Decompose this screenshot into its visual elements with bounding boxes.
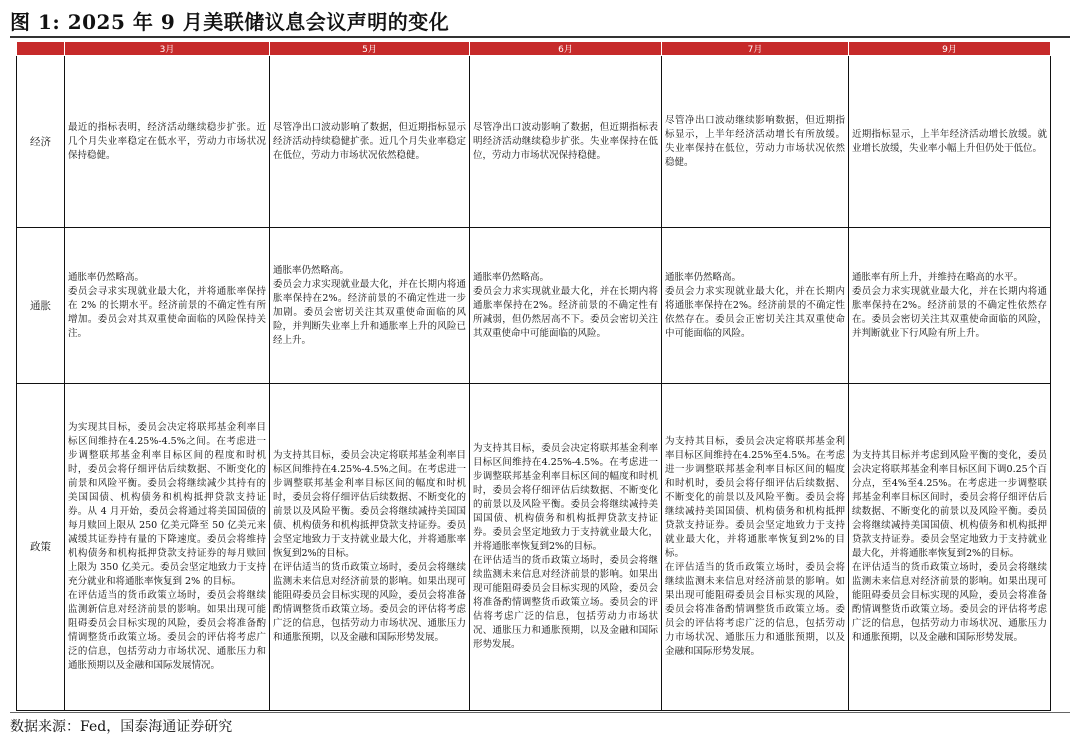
row-economy <box>17 56 1051 228</box>
cell-economy-march: 最近的指标表明，经济活动继续稳步扩张。近几个月失业率稳定在低水平，劳动力市场状况保持稳健。 <box>65 56 270 228</box>
header-june: 6月 <box>470 42 662 56</box>
header-row <box>17 42 1051 56</box>
row-label-policy: 政策 <box>17 384 65 711</box>
row-label-inflation: 通胀 <box>17 228 65 384</box>
header-september: 9月 <box>849 42 1051 56</box>
cell-economy-september: 近期指标显示，上半年经济活动增长放缓。就业增长放缓，失业率小幅上升但仍处于低位。 <box>849 56 1051 228</box>
title-rule <box>10 36 1070 38</box>
row-inflation <box>17 228 1051 384</box>
cell-policy-june: 为支持其目标，委员会决定将联邦基金利率目标区间维持在4.25%-4.5%。在考虑进一步调整联邦基金利率目标区间的幅度和时机时，委员会将仔细评估后续数据、不断变化的前景以及风险平衡。委员会将继续减持美国国债、机构债务和机构抵押贷款支持证券。委员会坚定地致力于支持就业最大化，并将通胀率恢复到2%的目标。 在评估适当的货币政策立场时，委员会将继续监测未来信息对经济前景的影响。如果出现可能阻碍委员会目标实现的风险，委员会将准备酌情调整货币政策立场。委员会的评估将考虑广泛的信息，包括劳动力市场状况、通胀压力和通胀预期，以及金融和国际形势发展。 <box>470 384 662 711</box>
header-march: 3月 <box>65 42 270 56</box>
figure-title: 图 1: 2025 年 9 月美联储议息会议声明的变化 <box>10 10 450 34</box>
cell-economy-july: 尽管净出口波动继续影响数据，但近期指标显示，上半年经济活动增长有所放缓。失业率保持在低位，劳动力市场状况依然稳健。 <box>662 56 849 228</box>
cell-economy-may: 尽管净出口波动影响了数据，但近期指标显示经济活动持续稳健扩张。近几个月失业率稳定在低位，劳动力市场状况依然稳健。 <box>270 56 470 228</box>
cell-inflation-september: 通胀率有所上升，并维持在略高的水平。 委员会力求实现就业最大化，并在长期内将通胀率保持在2%。经济前景的不确定性依然存在。委员会密切关注其双重使命面临的风险，并判断就业下行风险有所上升。 <box>849 228 1051 384</box>
cell-inflation-march: 通胀率仍然略高。 委员会寻求实现就业最大化，并将通胀率保持在 2% 的长期水平。经济前景的不确定性有所增加。委员会对其双重使命面临的风险保持关注。 <box>65 228 270 384</box>
cell-policy-march: 为实现其目标，委员会决定将联邦基金利率目标区间维持在4.25%-4.5%之间。在考虑进一步调整联邦基金利率目标区间的程度和时机时，委员会将仔细评估后续数据、不断变化的前景和风险平衡。委员会将继续减少其持有的美国国债、机构债务和机构抵押贷款支持证券。从 4 月开始，委员会将通过将美国国债的每月赎回上限从 250 亿美元降至 50 亿美元来减缓其证券持有量的下降速度。委员会将维持机构债务和机构抵押贷款支持证券的每月赎回上限为 350 亿美元。委员会坚定地致力于支持充分就业和将通胀率恢复到 2% 的目标。 在评估适当的货币政策立场时，委员会将继续监测新信息对经济前景的影响。如果出现可能阻碍委员会目标实现的风险，委员会将准备酌情调整货币政策立场。委员会的评估将考虑广泛的信息，包括劳动力市场状况、通胀压力和通胀预期以及金融和国际发展情况。 <box>65 384 270 711</box>
header-corner <box>17 42 65 56</box>
cell-policy-july: 为支持其目标，委员会决定将联邦基金利率目标区间维持在4.25%至4.5%。在考虑进一步调整联邦基金利率目标区间的幅度和时机时，委员会将仔细评估后续数据、不断变化的前景以及风险平衡。委员会将继续减持美国国债、机构债务和机构抵押贷款支持证券。委员会坚定地致力于支持就业最大化，并将通胀率恢复到2%的目标。 在评估适当的货币政策立场时，委员会将继续监测未来信息对经济前景的影响。如果出现可能阻碍委员会目标实现的风险，委员会将准备酌情调整货币政策立场。委员会的评估将考虑广泛的信息，包括劳动力市场状况、通胀压力和通胀预期，以及金融和国际形势发展。 <box>662 384 849 711</box>
cell-economy-june: 尽管净出口波动影响了数据，但近期指标表明经济活动继续稳步扩张。失业率保持在低位，劳动力市场状况保持稳健。 <box>470 56 662 228</box>
header-july: 7月 <box>662 42 849 56</box>
comparison-table <box>16 41 1051 711</box>
bottom-rule <box>10 712 1070 713</box>
row-policy <box>17 384 1051 711</box>
cell-policy-may: 为支持其目标，委员会决定将联邦基金利率目标区间维持在4.25%-4.5%之间。在考虑进一步调整联邦基金利率目标区间的幅度和时机时，委员会将仔细评估后续数据、不断变化的前景以及风险平衡。委员会将继续减持美国国债、机构债务和机构抵押贷款支持证券。委员会坚定地致力于支持就业最大化，并将通胀率恢复到2%的目标。 在评估适当的货币政策立场时，委员会将继续监测未来信息对经济前景的影响。如果出现可能阻碍委员会目标实现的风险，委员会将准备酌情调整货币政策立场。委员会的评估将考虑广泛的信息，包括劳动力市场状况、通胀压力和通胀预期，以及金融和国际形势发展。 <box>270 384 470 711</box>
cell-inflation-june: 通胀率仍然略高。 委员会力求实现就业最大化，并在长期内将通胀率保持在2%。经济前景的不确定性有所减弱，但仍然居高不下。委员会密切关注其双重使命中可能面临的风险。 <box>470 228 662 384</box>
row-label-economy: 经济 <box>17 56 65 228</box>
cell-inflation-july: 通胀率仍然略高。 委员会力求实现就业最大化，并在长期内将通胀率保持在2%。经济前景的不确定性依然存在。委员会正密切关注其双重使命中可能面临的风险。 <box>662 228 849 384</box>
source-note: 数据来源：Fed，国泰海通证券研究 <box>10 719 233 735</box>
cell-inflation-may: 通胀率仍然略高。 委员会力求实现就业最大化，并在长期内将通胀率保持在2%。经济前景的不确定性进一步加剧。委员会密切关注其双重使命面临的风险，并判断失业率上升和通胀率上升的风险已经上升。 <box>270 228 470 384</box>
cell-policy-september: 为支持其目标并考虑到风险平衡的变化，委员会决定将联邦基金利率目标区间下调0.25个百分点，至4%至4.25%。在考虑进一步调整联邦基金利率目标区间时，委员会将仔细评估后续数据、不断变化的前景以及风险平衡。委员会将继续减持美国国债、机构债务和机构抵押贷款支持证券。委员会坚定地致力于支持就业最大化，并将通胀率恢复到2%的目标。 在评估适当的货币政策立场时，委员会将继续监测未来信息对经济前景的影响。如果出现可能阻碍委员会目标实现的风险，委员会将准备酌情调整货币政策立场。委员会的评估将考虑广泛的信息，包括劳动力市场状况、通胀压力和通胀预期，以及金融和国际形势发展。 <box>849 384 1051 711</box>
header-may: 5月 <box>270 42 470 56</box>
